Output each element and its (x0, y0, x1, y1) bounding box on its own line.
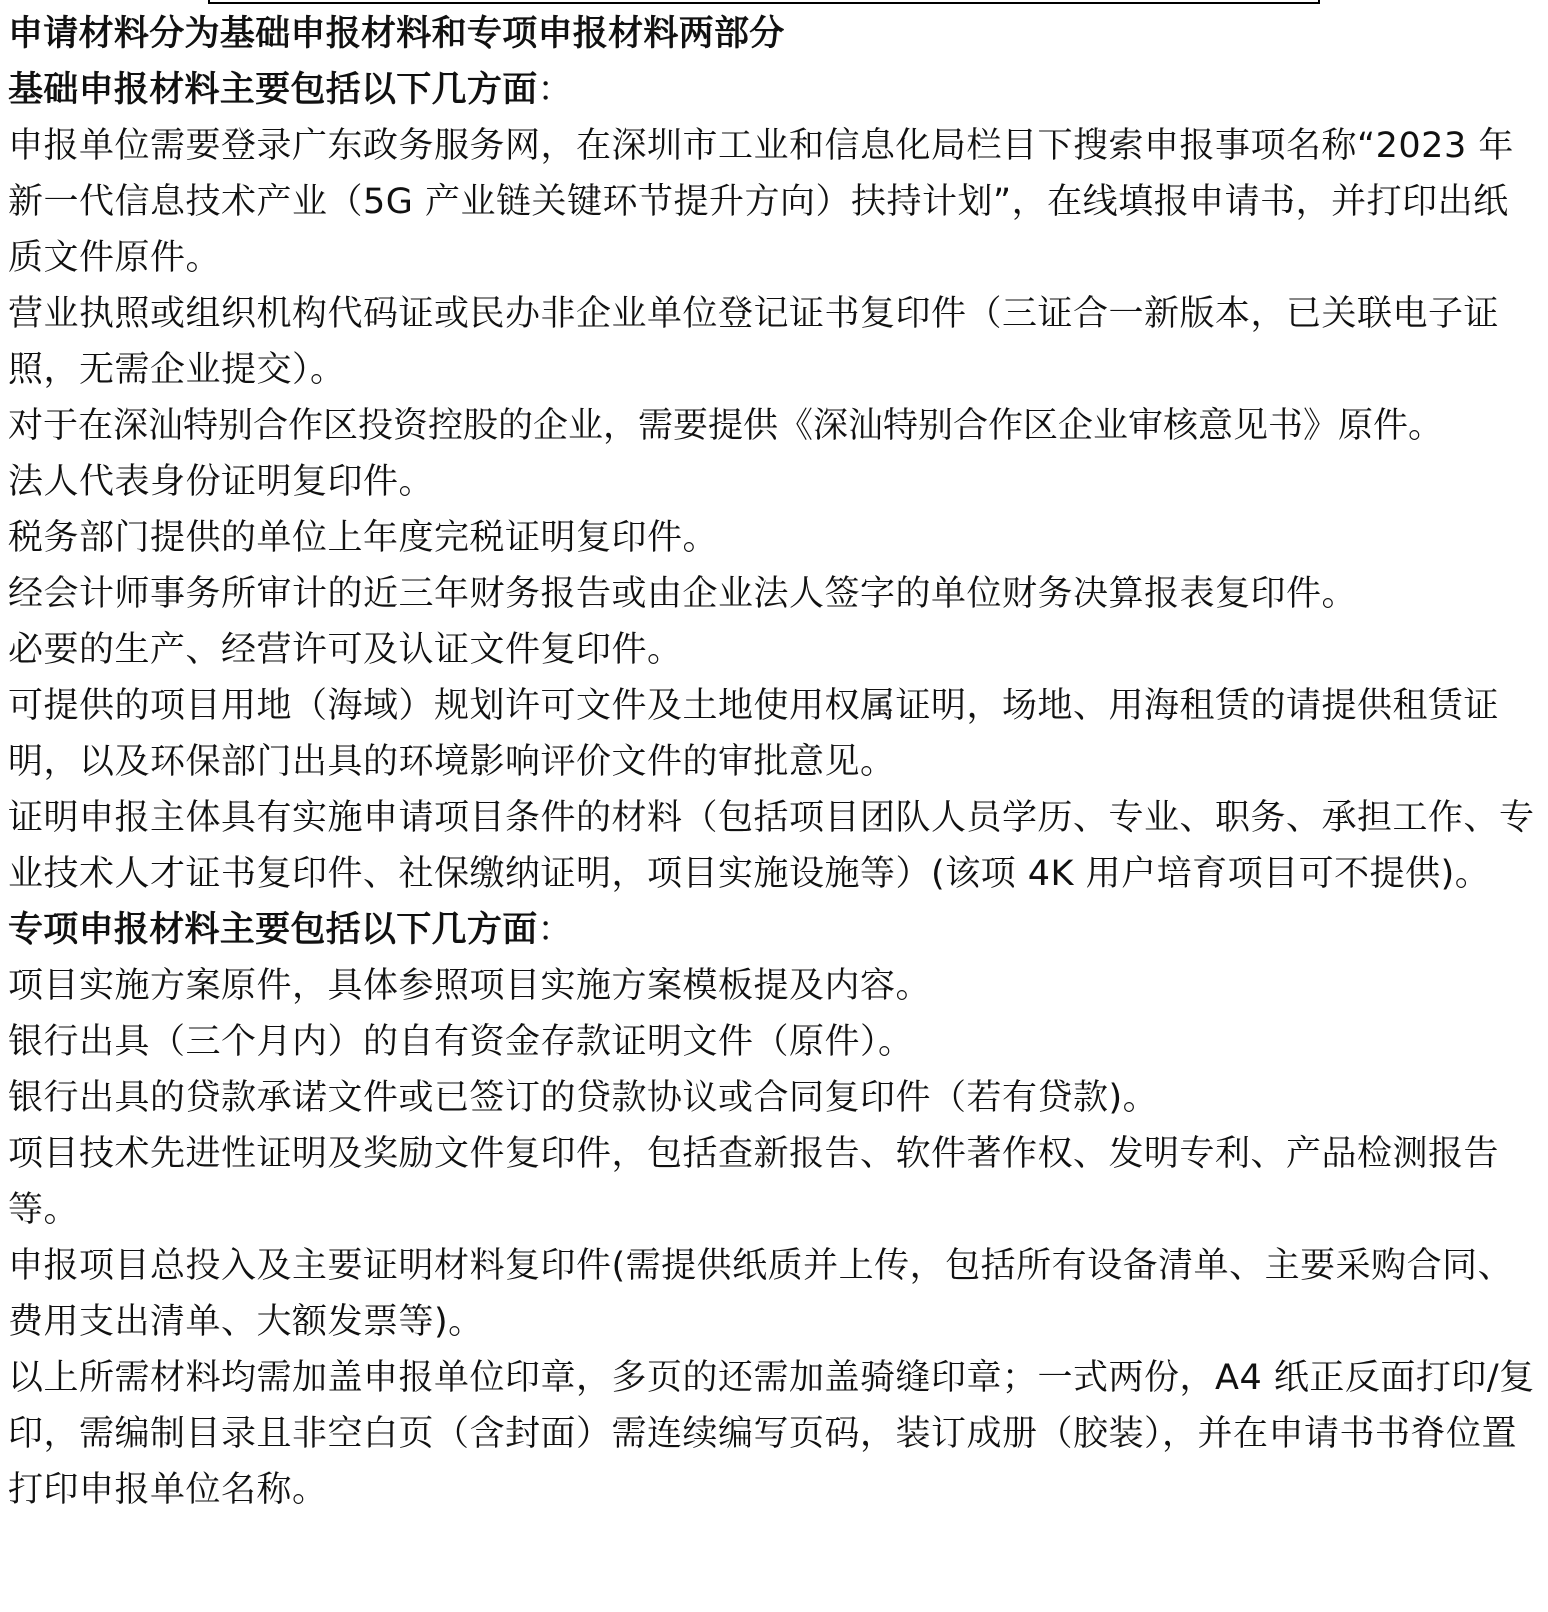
special-item: 银行出具的贷款承诺文件或已签订的贷款协议或合同复印件（若有贷款)。 (8, 1078, 1159, 1118)
basic-item: 可提供的项目用地（海域）规划许可文件及土地使用权属证明，场地、用海租赁的请提供租赁证明，以及环保部门出具的环境影响评价文件的审批意见。 (8, 686, 1500, 782)
special-item: 项目技术先进性证明及奖励文件复印件，包括查新报告、软件著作权、发明专利、产品检测报告等。 (8, 1134, 1500, 1230)
basic-section-heading-colon: ： (537, 70, 573, 110)
basic-item: 税务部门提供的单位上年度完税证明复印件。 (8, 518, 719, 558)
special-section-heading (8, 902, 1540, 958)
special-item: 申报项目总投入及主要证明材料复印件(需提供纸质并上传，包括所有设备清单、主要采购合同、费用支出清单、大额发票等)。 (8, 1246, 1514, 1342)
special-item: 银行出具（三个月内）的自有资金存款证明文件（原件）。 (8, 1022, 914, 1062)
basic-item: 经会计师事务所审计的近三年财务报告或由企业法人签字的单位财务决算报表复印件。 (8, 574, 1358, 614)
basic-item: 必要的生产、经营许可及认证文件复印件。 (8, 630, 683, 670)
special-section-heading-text: 专项申报材料主要包括以下几方面 (8, 910, 538, 950)
special-item: 以上所需材料均需加盖申报单位印章，多页的还需加盖骑缝印章；一式两份，A4 纸正反面打印/复印，需编制目录且非空白页（含封面）需连续编写页码，装订成册（胶装），并在申请书书脊位置打印申报单位名称。 (8, 1358, 1535, 1510)
basic-section-heading (8, 62, 1540, 118)
basic-item: 法人代表身份证明复印件。 (8, 462, 435, 502)
basic-item: 申报单位需要登录广东政务服务网，在深圳市工业和信息化局栏目下搜索申报事项名称“2023 年新一代信息技术产业（5G 产业链关键环节提升方向）扶持计划”，在线填报申请书，并打印出纸质文件原件。 (8, 126, 1514, 278)
basic-item: 证明申报主体具有实施申请项目条件的材料（包括项目团队人员学历、专业、职务、承担工作、专业技术人才证书复印件、社保缴纳证明，项目实施设施等）(该项 4K 用户培育项目可不提供)。 (8, 798, 1535, 894)
basic-section-heading-text: 基础申报材料主要包括以下几方面 (8, 70, 538, 110)
basic-item: 营业执照或组织机构代码证或民办非企业单位登记证书复印件（三证合一新版本，已关联电子证照，无需企业提交）。 (8, 294, 1500, 390)
special-item: 项目实施方案原件，具体参照项目实施方案模板提及内容。 (8, 966, 932, 1006)
basic-item: 对于在深汕特别合作区投资控股的企业，需要提供《深汕特别合作区企业审核意见书》原件。 (8, 406, 1444, 446)
document-body (8, 6, 1540, 1518)
top-table-border (208, 0, 1320, 4)
intro-heading: 申请材料分为基础申报材料和专项申报材料两部分 (8, 14, 785, 54)
special-section-heading-colon: ： (537, 910, 573, 950)
